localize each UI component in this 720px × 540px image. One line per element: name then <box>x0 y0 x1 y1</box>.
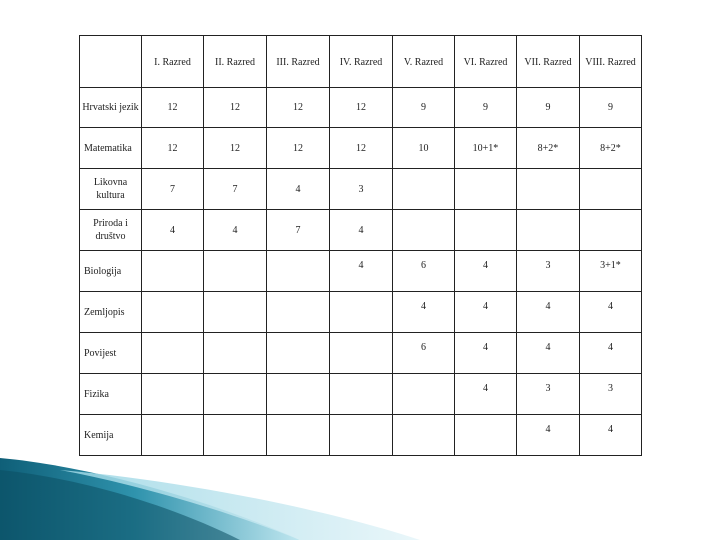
hours-value: 6 <box>421 341 426 353</box>
hours-value: 3 <box>545 382 551 394</box>
grade-header: II. Razred <box>204 36 267 88</box>
hours-cell <box>330 88 393 128</box>
hours-value: 4 <box>545 423 551 435</box>
header-row <box>80 36 642 88</box>
hours-cell <box>267 210 330 251</box>
hours-value: 12 <box>356 142 366 154</box>
hours-value: 4 <box>608 300 613 312</box>
hours-value: 3 <box>545 259 551 271</box>
hours-value: 4 <box>608 423 613 435</box>
grade-header: VIII. Razred <box>580 36 642 88</box>
hours-value: 12 <box>230 142 240 154</box>
hours-cell <box>142 251 204 292</box>
hours-cell <box>393 251 455 292</box>
hours-cell <box>517 251 580 292</box>
hours-cell <box>393 210 455 251</box>
hours-cell <box>267 333 330 374</box>
subject-name: Biologija <box>80 251 142 292</box>
hours-cell <box>455 88 517 128</box>
hours-value: 12 <box>293 102 303 113</box>
hours-cell <box>142 210 204 251</box>
hours-value: 4 <box>295 183 301 195</box>
hours-cell <box>204 333 267 374</box>
hours-cell <box>455 292 517 333</box>
table-row <box>80 251 642 292</box>
hours-value: 9 <box>608 102 613 113</box>
hours-cell <box>580 292 642 333</box>
hours-cell <box>517 333 580 374</box>
hours-cell <box>455 251 517 292</box>
hours-value: 4 <box>545 300 551 312</box>
hours-cell <box>330 169 393 210</box>
hours-value: 12 <box>356 102 366 113</box>
hours-cell <box>393 169 455 210</box>
hours-cell <box>517 415 580 456</box>
hours-cell <box>142 292 204 333</box>
hours-value: 10 <box>418 142 429 154</box>
hours-cell <box>455 374 517 415</box>
grade-header: I. Razred <box>142 36 204 88</box>
hours-value: 4 <box>545 341 551 353</box>
hours-value: 12 <box>230 102 240 113</box>
hours-cell <box>142 88 204 128</box>
hours-cell <box>455 415 517 456</box>
hours-cell <box>267 128 330 169</box>
hours-value: 12 <box>167 142 178 154</box>
table-row <box>80 333 642 374</box>
subject-name: Matematika <box>80 128 142 169</box>
hours-cell <box>517 128 580 169</box>
subject-name: Kemija <box>80 415 142 456</box>
table-row <box>80 128 642 169</box>
hours-value: 9 <box>483 102 488 113</box>
hours-cell <box>204 292 267 333</box>
table-row <box>80 292 642 333</box>
hours-cell <box>204 128 267 169</box>
hours-cell <box>580 88 642 128</box>
hours-value: 4 <box>170 224 175 236</box>
hours-cell <box>393 374 455 415</box>
hours-value: 4 <box>232 224 238 236</box>
grade-header: VI. Razred <box>455 36 517 88</box>
hours-cell <box>330 251 393 292</box>
hours-cell <box>580 210 642 251</box>
hours-cell <box>580 169 642 210</box>
hours-value: 4 <box>483 341 488 353</box>
hours-cell <box>393 88 455 128</box>
hours-value: 10+1* <box>472 142 499 154</box>
grade-header: V. Razred <box>393 36 455 88</box>
hours-cell <box>267 374 330 415</box>
grade-header: VII. Razred <box>517 36 580 88</box>
hours-cell <box>330 333 393 374</box>
hours-cell <box>455 128 517 169</box>
hours-value: 7 <box>232 183 238 195</box>
hours-value: 4 <box>358 259 364 271</box>
hours-cell <box>393 333 455 374</box>
subject-hours-table <box>79 35 642 456</box>
subject-name: Zemljopis <box>80 292 142 333</box>
hours-cell <box>517 374 580 415</box>
hours-value: 9 <box>545 102 551 113</box>
hours-value: 3 <box>608 382 613 394</box>
hours-value: 4 <box>483 300 488 312</box>
hours-cell <box>267 169 330 210</box>
hours-cell <box>455 210 517 251</box>
hours-value: 8+2* <box>600 142 621 154</box>
hours-cell <box>204 251 267 292</box>
hours-cell <box>330 374 393 415</box>
hours-cell <box>142 169 204 210</box>
hours-cell <box>204 88 267 128</box>
table-row <box>80 415 642 456</box>
hours-value: 3 <box>358 183 364 195</box>
hours-value: 4 <box>358 224 364 236</box>
hours-cell <box>267 415 330 456</box>
hours-cell <box>142 128 204 169</box>
hours-cell <box>142 374 204 415</box>
hours-cell <box>517 292 580 333</box>
subject-name: Likovna kultura <box>80 169 142 210</box>
table-row <box>80 210 642 251</box>
hours-cell <box>204 374 267 415</box>
hours-value: 4 <box>421 300 426 312</box>
hours-value: 9 <box>421 102 426 113</box>
hours-value: 12 <box>293 142 303 154</box>
subject-name: Povijest <box>80 333 142 374</box>
hours-value: 7 <box>170 183 175 195</box>
table-row <box>80 88 642 128</box>
hours-cell <box>517 88 580 128</box>
hours-value: 6 <box>421 259 426 271</box>
hours-cell <box>393 415 455 456</box>
hours-cell <box>330 128 393 169</box>
hours-cell <box>204 210 267 251</box>
table-row <box>80 374 642 415</box>
hours-value: 7 <box>295 224 301 236</box>
hours-cell <box>580 374 642 415</box>
hours-value: 4 <box>608 341 613 353</box>
hours-cell <box>455 169 517 210</box>
hours-cell <box>330 415 393 456</box>
hours-cell <box>517 210 580 251</box>
hours-cell <box>393 128 455 169</box>
hours-cell <box>517 169 580 210</box>
table-row <box>80 169 642 210</box>
subject-name: Priroda i društvo <box>80 210 142 251</box>
hours-value: 8+2* <box>537 142 559 154</box>
hours-cell <box>204 169 267 210</box>
hours-cell <box>580 333 642 374</box>
hours-cell <box>580 415 642 456</box>
hours-value: 3+1* <box>600 259 621 271</box>
hours-cell <box>330 292 393 333</box>
hours-cell <box>142 415 204 456</box>
hours-value: 12 <box>167 102 178 113</box>
hours-value: 4 <box>483 259 488 271</box>
hours-value: 4 <box>483 382 488 394</box>
hours-cell <box>142 333 204 374</box>
subject-name: Fizika <box>80 374 142 415</box>
hours-cell <box>455 333 517 374</box>
hours-cell <box>580 251 642 292</box>
header-corner-cell <box>80 36 142 88</box>
hours-cell <box>204 415 267 456</box>
hours-cell <box>580 128 642 169</box>
hours-cell <box>267 88 330 128</box>
hours-cell <box>267 292 330 333</box>
hours-cell <box>267 251 330 292</box>
grade-header: IV. Razred <box>330 36 393 88</box>
subject-name: Hrvatski jezik <box>80 88 142 128</box>
hours-cell <box>330 210 393 251</box>
grade-header: III. Razred <box>267 36 330 88</box>
hours-cell <box>393 292 455 333</box>
